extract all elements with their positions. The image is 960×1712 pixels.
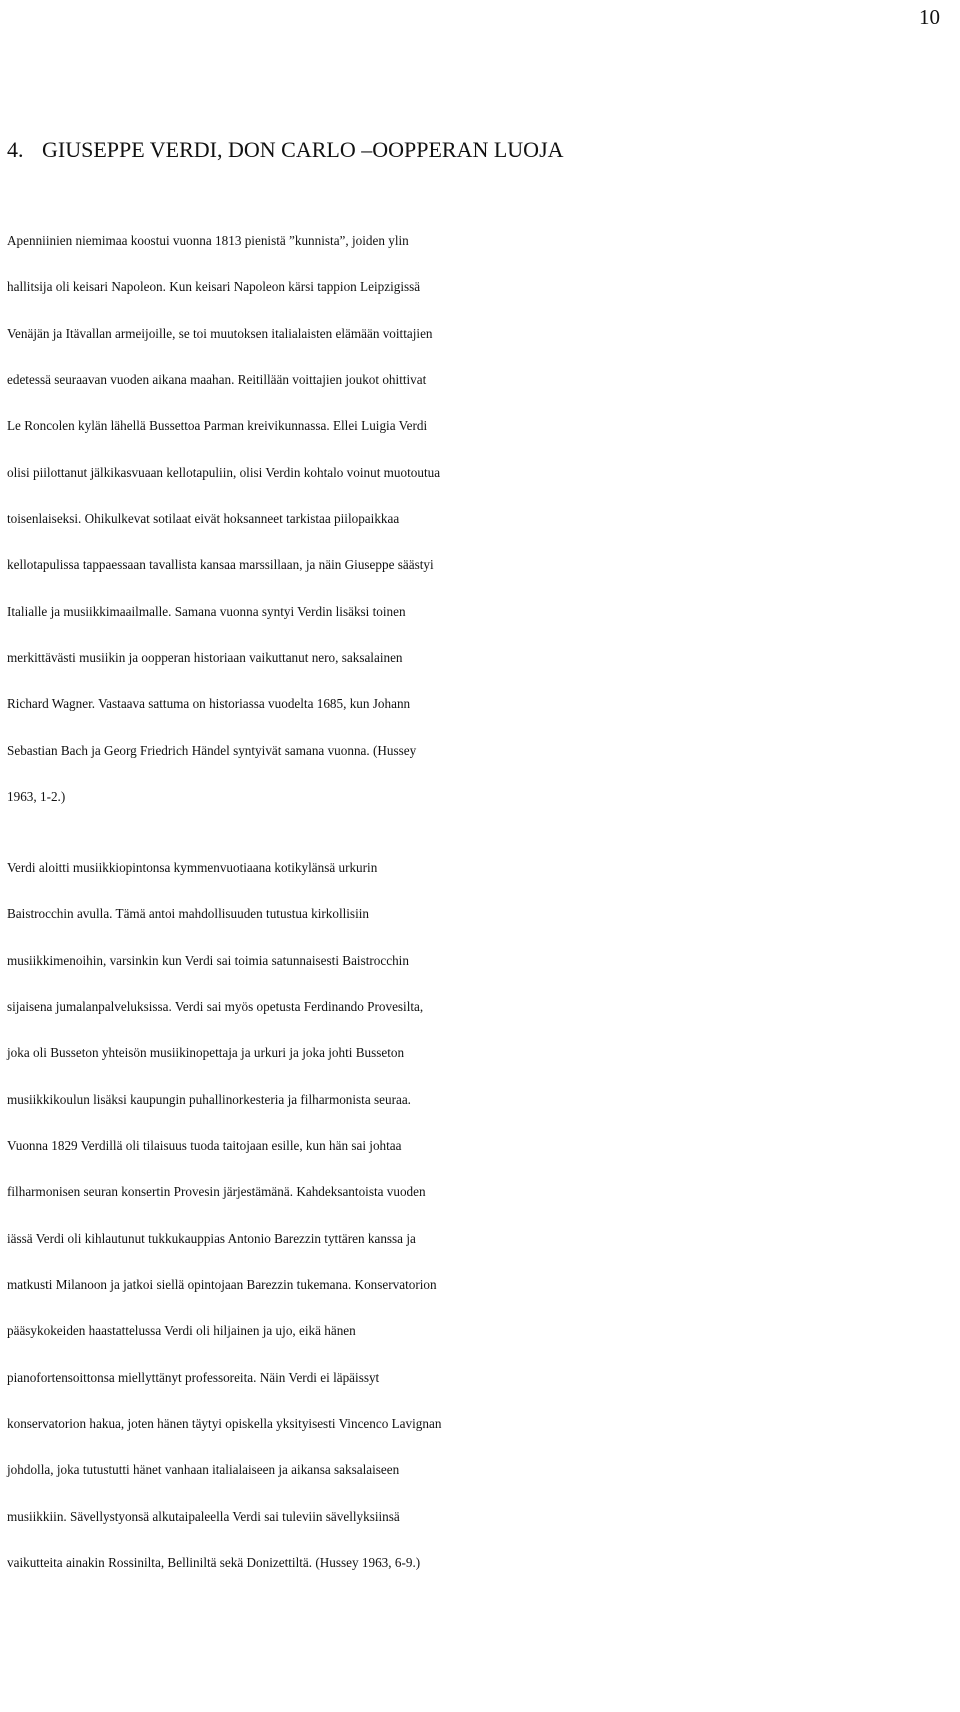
section-heading — [7, 133, 564, 167]
paragraph-line: toisenlaiseksi. Ohikulkevat sotilaat eivät hoksanneet tarkistaa piilopaikkaa — [7, 511, 400, 527]
paragraph-line: pianofortensoittonsa miellyttänyt professoreita. Näin Verdi ei läpäissyt — [7, 1369, 380, 1385]
paragraph-2 — [7, 845, 947, 1587]
paragraph-line: Vuonna 1829 Verdillä oli tilaisuus tuoda taitojaan esille, kun hän sai johtaa — [7, 1138, 402, 1154]
paragraph-line: musiikkimenoihin, varsinkin kun Verdi sai toimia satunnaisesti Baistrocchin — [7, 952, 409, 968]
paragraph-line: Apenniinien niemimaa koostui vuonna 1813 pienistä ”kunnista”, joiden ylin — [7, 233, 409, 248]
paragraph-line: Italialle ja musiikkimaailmalle. Samana vuonna syntyi Verdin lisäksi toinen — [7, 603, 406, 619]
paragraph-line: musiikkiin. Sävellystyonsä alkutaipaleella Verdi sai tuleviin sävellyksiinsä — [7, 1508, 400, 1524]
paragraph-1 — [7, 218, 947, 820]
paragraph-line: johdolla, joka tutustutti hänet vanhaan italialaiseen ja aikansa saksalaiseen — [7, 1462, 400, 1478]
paragraph-line: konservatorion hakua, joten hänen täytyi opiskella yksityisesti Vincenco Lavignan — [7, 1416, 442, 1432]
paragraph-line: pääsykokeiden haastattelussa Verdi oli hiljainen ja ujo, eikä hänen — [7, 1323, 356, 1339]
paragraph-line: Verdi aloitti musiikkiopintonsa kymmenvuotiaana kotikylänsä urkurin — [7, 860, 378, 875]
paragraph-line: joka oli Busseton yhteisön musiikinopettaja ja urkuri ja joka johti Busseton — [7, 1045, 405, 1061]
paragraph-line: matkusti Milanoon ja jatkoi siellä opintojaan Barezzin tukemana. Konservatorion — [7, 1277, 437, 1293]
paragraph-line: musiikkikoulun lisäksi kaupungin puhallinorkesteria ja filharmonista seuraa. — [7, 1091, 411, 1107]
paragraph-line: kellotapulissa tappaessaan tavallista kansaa marssillaan, ja näin Giuseppe säästyi — [7, 557, 434, 573]
paragraph-line: iässä Verdi oli kihlautunut tukkukauppias Antonio Barezzin tyttären kanssa ja — [7, 1230, 416, 1246]
section-number: 4. — [7, 137, 24, 162]
paragraph-line: sijaisena jumalanpalveluksissa. Verdi sai myös opetusta Ferdinando Provesilta, — [7, 999, 424, 1015]
paragraph-line: olisi piilottanut jälkikasvuaan kellotapuliin, olisi Verdin kohtalo voinut muotoutua — [7, 464, 441, 480]
page-number: 10 — [919, 5, 940, 29]
paragraph-line: Le Roncolen kylän lähellä Bussettoa Parman kreivikunnassa. Ellei Luigia Verdi — [7, 418, 428, 434]
paragraph-line: Sebastian Bach ja Georg Friedrich Händel syntyivät samana vuonna. (Hussey — [7, 742, 417, 758]
paragraph-line: filharmonisen seuran konsertin Provesin järjestämänä. Kahdeksantoista vuoden — [7, 1184, 426, 1200]
section-title: GIUSEPPE VERDI, DON CARLO –OOPPERAN LUOJA — [42, 137, 564, 162]
paragraph-line: merkittävästi musiikin ja oopperan historiaan vaikuttanut nero, saksalainen — [7, 650, 403, 666]
paragraph-line: edetessä seuraavan vuoden aikana maahan. Reitillään voittajien joukot ohittivat — [7, 372, 427, 388]
paragraph-line: vaikutteita ainakin Rossinilta, Belliniltä sekä Donizettiltä. (Hussey 1963, 6-9.) — [7, 1555, 421, 1571]
paragraph-line: Baistrocchin avulla. Tämä antoi mahdollisuuden tutustua kirkollisiin — [7, 906, 369, 922]
paragraph-line: Venäjän ja Itävallan armeijoille, se toi muutoksen italialaisten elämään voittajien — [7, 325, 433, 341]
paragraph-line: hallitsija oli keisari Napoleon. Kun keisari Napoleon kärsi tappion Leipzigissä — [7, 279, 421, 295]
paragraph-line: Richard Wagner. Vastaava sattuma on historiassa vuodelta 1685, kun Johann — [7, 696, 411, 712]
paragraph-line: 1963, 1-2.) — [7, 789, 66, 805]
